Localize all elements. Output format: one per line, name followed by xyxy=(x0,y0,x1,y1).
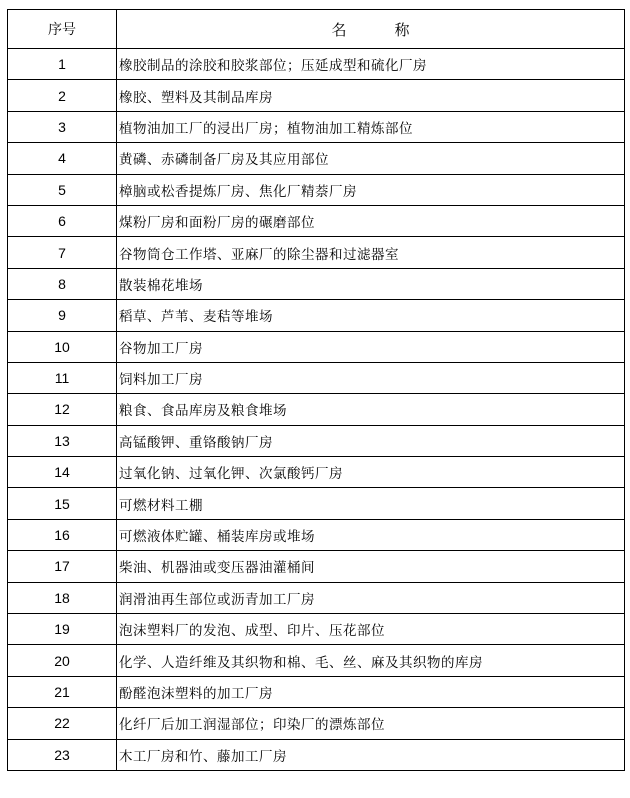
row-name: 植物油加工厂的浸出厂房；植物油加工精炼部位 xyxy=(117,112,625,142)
header-name-label-part2: 称 xyxy=(394,20,410,39)
row-number: 6 xyxy=(8,206,117,236)
table-row xyxy=(8,426,625,457)
table-row xyxy=(8,269,625,300)
table-row xyxy=(8,80,625,111)
row-name: 过氧化钠、过氧化钾、次氯酸钙厂房 xyxy=(117,457,625,487)
table-row xyxy=(8,645,625,676)
row-number: 15 xyxy=(8,488,117,518)
row-name: 可燃液体贮罐、桶装库房或堆场 xyxy=(117,520,625,550)
table-row xyxy=(8,551,625,582)
row-number: 12 xyxy=(8,394,117,424)
table-body xyxy=(8,49,625,771)
row-number: 14 xyxy=(8,457,117,487)
row-name: 樟脑或松香提炼厂房、焦化厂精萘厂房 xyxy=(117,175,625,205)
row-name: 粮食、食品库房及粮食堆场 xyxy=(117,394,625,424)
hazard-locations-table xyxy=(7,9,625,771)
row-number: 8 xyxy=(8,269,117,299)
row-number: 22 xyxy=(8,708,117,738)
row-name: 煤粉厂房和面粉厂房的碾磨部位 xyxy=(117,206,625,236)
table-row xyxy=(8,175,625,206)
row-name: 化纤厂后加工润湿部位；印染厂的漂炼部位 xyxy=(117,708,625,738)
row-name: 橡胶、塑料及其制品库房 xyxy=(117,80,625,110)
row-number: 21 xyxy=(8,677,117,707)
row-number: 11 xyxy=(8,363,117,393)
row-number: 16 xyxy=(8,520,117,550)
table-row xyxy=(8,457,625,488)
row-name: 散装棉花堆场 xyxy=(117,269,625,299)
header-name xyxy=(117,10,625,48)
table-row xyxy=(8,677,625,708)
row-name: 润滑油再生部位或沥青加工厂房 xyxy=(117,583,625,613)
row-name: 酚醛泡沫塑料的加工厂房 xyxy=(117,677,625,707)
row-number: 4 xyxy=(8,143,117,173)
row-name: 泡沫塑料厂的发泡、成型、印片、压花部位 xyxy=(117,614,625,644)
row-name: 谷物筒仓工作塔、亚麻厂的除尘器和过滤器室 xyxy=(117,237,625,267)
table-row xyxy=(8,708,625,739)
header-number-label: 序号 xyxy=(48,21,76,37)
row-name: 化学、人造纤维及其织物和棉、毛、丝、麻及其织物的库房 xyxy=(117,645,625,675)
table-row xyxy=(8,520,625,551)
table-row xyxy=(8,300,625,331)
row-number: 1 xyxy=(8,49,117,79)
table-row xyxy=(8,583,625,614)
header-number xyxy=(8,10,117,48)
row-number: 19 xyxy=(8,614,117,644)
table-row xyxy=(8,206,625,237)
table-row xyxy=(8,332,625,363)
row-name: 稻草、芦苇、麦秸等堆场 xyxy=(117,300,625,330)
row-name: 饲料加工厂房 xyxy=(117,363,625,393)
row-name: 谷物加工厂房 xyxy=(117,332,625,362)
row-number: 23 xyxy=(8,740,117,770)
table-row xyxy=(8,237,625,268)
row-number: 13 xyxy=(8,426,117,456)
row-name: 木工厂房和竹、藤加工厂房 xyxy=(117,740,625,770)
row-number: 18 xyxy=(8,583,117,613)
table-row xyxy=(8,49,625,80)
table-header-row xyxy=(8,10,625,49)
row-name: 橡胶制品的涂胶和胶浆部位；压延成型和硫化厂房 xyxy=(117,49,625,79)
row-number: 9 xyxy=(8,300,117,330)
row-number: 5 xyxy=(8,175,117,205)
row-number: 17 xyxy=(8,551,117,581)
row-number: 2 xyxy=(8,80,117,110)
row-number: 7 xyxy=(8,237,117,267)
row-number: 10 xyxy=(8,332,117,362)
row-name: 柴油、机器油或变压器油灌桶间 xyxy=(117,551,625,581)
table-row xyxy=(8,614,625,645)
row-name: 可燃材料工棚 xyxy=(117,488,625,518)
table-row xyxy=(8,112,625,143)
table-row xyxy=(8,363,625,394)
header-name-label-part1: 名 xyxy=(331,20,347,39)
row-name: 高锰酸钾、重铬酸钠厂房 xyxy=(117,426,625,456)
row-number: 20 xyxy=(8,645,117,675)
row-name: 黄磷、赤磷制备厂房及其应用部位 xyxy=(117,143,625,173)
table-row xyxy=(8,394,625,425)
table-row xyxy=(8,143,625,174)
table-row xyxy=(8,740,625,771)
row-number: 3 xyxy=(8,112,117,142)
table-row xyxy=(8,488,625,519)
